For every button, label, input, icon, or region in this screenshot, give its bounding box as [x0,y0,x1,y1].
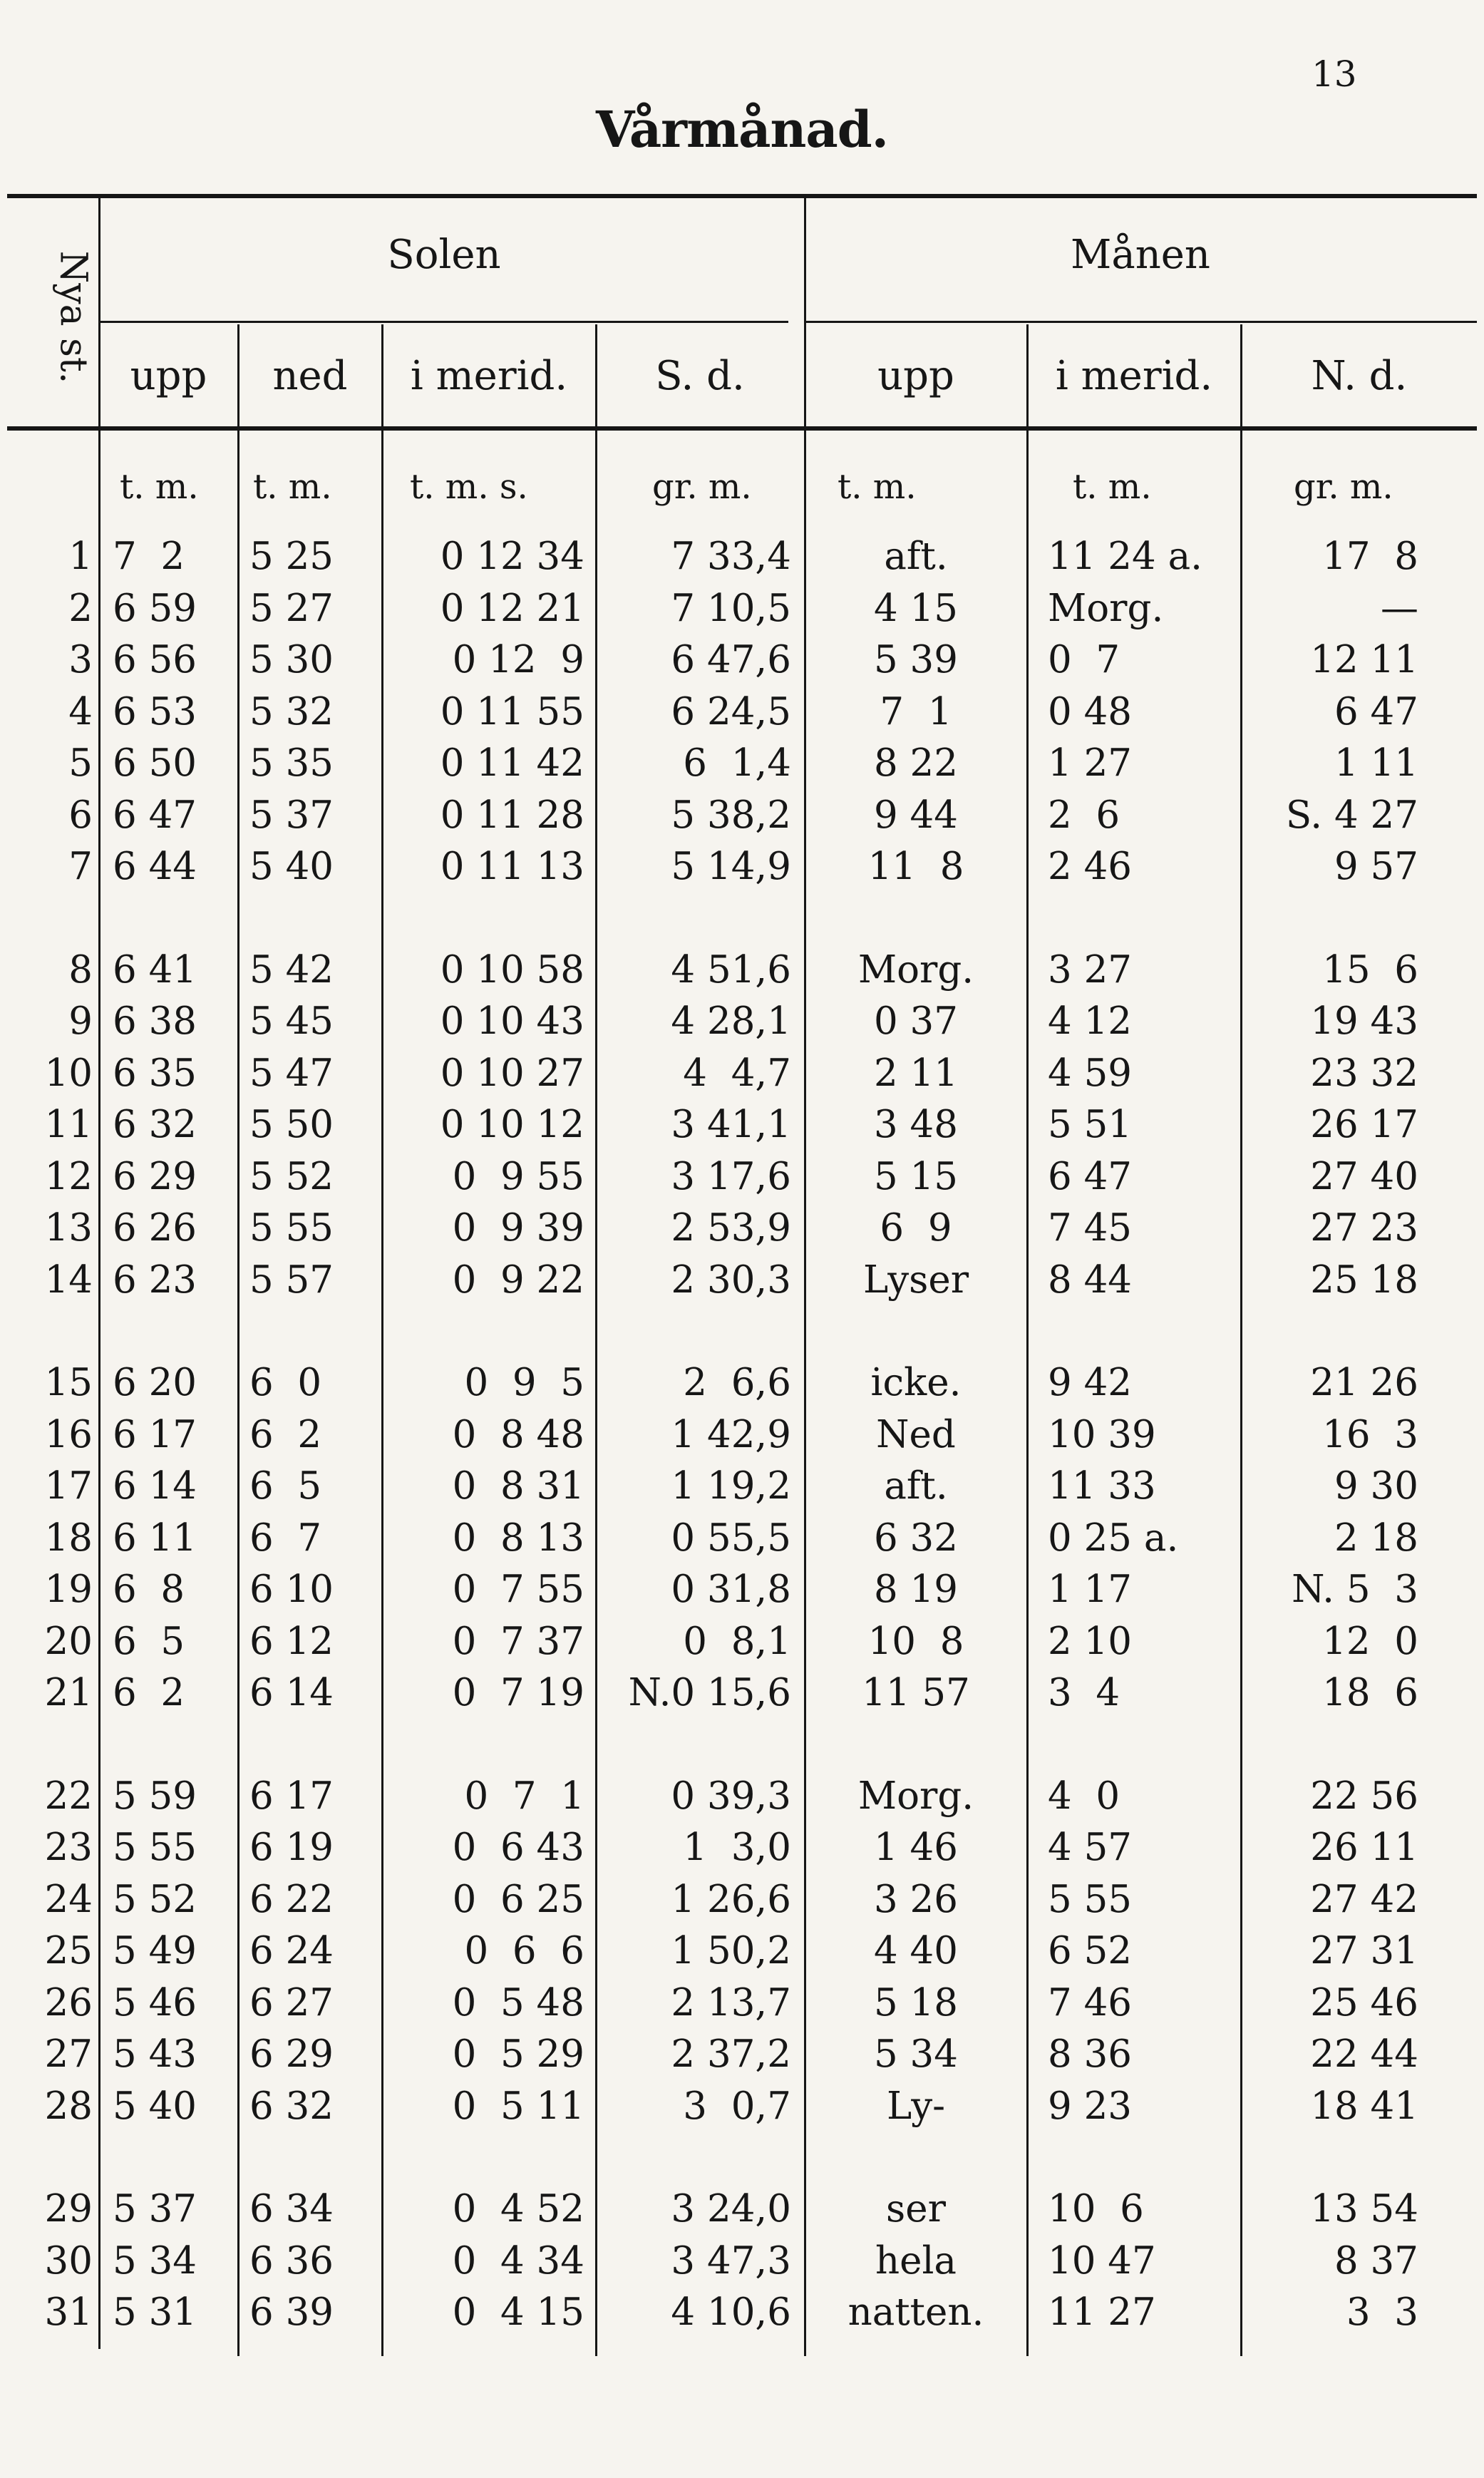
sun-set: 5 45 [249,999,334,1043]
sun-set: 6 27 [249,1980,334,2025]
moon-rise: natten. [847,2291,984,2334]
sun-set: 6 10 [249,1568,334,1611]
sun-set: 5 50 [249,1103,334,1146]
moon-declination: 9 57 [1334,845,1418,888]
sun-set: 5 40 [249,845,334,888]
moon-meridian: Morg. [1048,586,1164,630]
sun-set: 6 24 [249,1929,334,1973]
day-number: 31 [44,2291,93,2334]
sun-set: 5 52 [249,1154,334,1198]
sun-declination: 6 47,6 [671,638,791,682]
table-row [0,2081,1484,2132]
moon-declination: 18 6 [1322,1671,1418,1714]
table-row [0,1099,1484,1151]
sun-declination: 0 55,5 [671,1516,791,1560]
sun-meridian: 0 7 19 [452,1671,584,1714]
table-row [0,1616,1484,1667]
moon-rise: Ned [876,1412,956,1456]
sun-rise: 6 56 [113,638,197,682]
day-number: 14 [44,1258,93,1302]
moon-meridian: 8 44 [1048,1258,1133,1302]
sun-set: 6 2 [249,1412,322,1456]
sun-rise: 6 11 [113,1516,197,1560]
moon-meridian: 6 52 [1048,1929,1133,1973]
moon-rise: Morg. [857,1774,974,1818]
day-number: 24 [44,1877,93,1921]
table-row [0,1822,1484,1873]
sun-rise: 6 38 [113,999,197,1043]
sun-rise: 6 8 [113,1568,185,1611]
units-sun-decl: gr. m. [652,467,752,507]
day-number: 1 [68,535,93,578]
sun-declination: 0 31,8 [671,1568,791,1611]
moon-declination: 27 42 [1310,1877,1418,1921]
moon-rise: 11 8 [867,845,964,888]
sun-set: 5 57 [249,1258,334,1302]
moon-meridian: 11 33 [1048,1464,1156,1508]
moon-meridian: 1 17 [1048,1568,1133,1611]
table-row [0,531,1484,582]
sun-meridian: 0 6 43 [452,1826,584,1869]
moon-meridian: 10 39 [1048,1412,1156,1456]
day-number: 5 [68,741,93,785]
sun-rise: 6 23 [113,1258,197,1302]
moon-rise: 5 39 [873,638,958,682]
sun-rise: 6 29 [113,1154,197,1198]
moon-declination: 19 43 [1310,999,1418,1043]
sun-meridian: 0 4 52 [452,2187,584,2231]
moon-meridian: 4 59 [1048,1051,1133,1095]
moon-rise: Ly- [886,2084,946,2128]
day-number: 23 [44,1826,93,1869]
moon-declination: 27 23 [1310,1206,1418,1250]
sun-rise: 6 53 [113,689,197,734]
moon-meridian: 10 6 [1048,2187,1144,2231]
moon-declination: 25 46 [1310,1980,1418,2025]
sun-rise: 6 14 [113,1464,197,1508]
moon-meridian: 4 12 [1048,999,1133,1043]
table-row [0,1978,1484,2029]
sun-declination: 4 10,6 [671,2291,791,2334]
sun-set: 6 12 [249,1619,334,1663]
moon-meridian: 4 0 [1048,1774,1120,1818]
sun-set: 5 35 [249,741,334,785]
sun-declination: 4 4,7 [683,1051,791,1095]
sun-meridian: 0 7 37 [452,1619,584,1663]
sun-meridian: 0 11 28 [440,793,584,837]
table-row [0,687,1484,738]
sun-set: 5 42 [249,947,334,992]
moon-meridian: 9 23 [1048,2084,1133,2128]
sun-meridian: 0 12 21 [440,586,584,630]
moon-declination: — [1381,586,1418,630]
sun-rise: 5 31 [113,2291,197,2334]
sun-set: 5 30 [249,638,334,682]
day-number: 27 [44,2032,93,2076]
moon-meridian: 4 57 [1048,1826,1133,1869]
table-row [0,1874,1484,1926]
sun-rise: 6 2 [113,1671,185,1714]
moon-meridian: 0 7 [1048,638,1120,682]
moon-meridian: 5 51 [1048,1103,1133,1146]
table-row [0,790,1484,841]
sun-decl-header: S. d. [655,353,745,399]
table-row [0,1771,1484,1822]
moon-declination: N. 5 3 [1292,1568,1418,1611]
moon-rise: 7 1 [880,689,952,734]
sun-merid-header: i merid. [410,353,568,399]
day-number: 11 [44,1103,93,1146]
moon-declination: 21 26 [1310,1361,1418,1404]
moon-meridian: 2 6 [1048,793,1120,837]
sun-meridian: 0 8 31 [452,1464,584,1508]
sun-meridian: 0 6 25 [452,1877,584,1921]
moon-rise: 6 9 [880,1206,952,1250]
moon-declination: 16 3 [1322,1412,1418,1456]
day-number: 22 [44,1774,93,1818]
day-number: 8 [68,947,93,992]
day-number: 4 [68,689,93,734]
moon-rise: hela [875,2238,957,2283]
table-row [0,996,1484,1047]
table-row [0,1461,1484,1512]
day-number: 26 [44,1980,93,2025]
sun-declination: 1 3,0 [683,1826,791,1869]
units-moon-merid: t. m. [1073,467,1152,507]
sun-meridian: 0 10 12 [440,1103,584,1146]
manen-header: Månen [1071,232,1210,278]
sun-meridian: 0 12 9 [452,638,584,682]
day-number: 20 [44,1619,93,1663]
moon-declination: 25 18 [1310,1258,1418,1302]
sun-meridian: 0 8 48 [452,1412,584,1456]
sun-set: 6 19 [249,1826,334,1869]
table-row [0,1564,1484,1615]
sun-declination: 3 47,3 [671,2238,791,2283]
moon-meridian: 6 47 [1048,1154,1133,1198]
sun-declination: 2 53,9 [671,1206,791,1250]
table-row [0,1203,1484,1254]
moon-merid-header: i merid. [1055,353,1213,399]
moon-rise: 8 22 [873,741,958,785]
table-row [0,1357,1484,1409]
sun-set: 5 37 [249,793,334,837]
sun-set: 6 0 [249,1361,322,1404]
sun-declination: 5 14,9 [671,845,791,888]
sun-set: 6 7 [249,1516,322,1560]
moon-declination: 26 11 [1310,1826,1418,1869]
table-row [0,2236,1484,2287]
moon-meridian: 9 42 [1048,1361,1133,1404]
sun-declination: 0 8,1 [683,1619,791,1663]
sun-set: 6 32 [249,2084,334,2128]
sun-meridian: 0 9 22 [452,1258,584,1302]
sun-declination: 2 37,2 [671,2032,791,2076]
table-row [0,1926,1484,1977]
table-row [0,2029,1484,2080]
sun-declination: 2 6,6 [683,1361,791,1404]
sun-declination: 1 50,2 [671,1929,791,1973]
sun-declination: 4 28,1 [671,999,791,1043]
moon-meridian: 5 55 [1048,1877,1133,1921]
table-row [0,1151,1484,1203]
moon-meridian: 0 25 a. [1048,1516,1179,1560]
day-number: 15 [44,1361,93,1404]
moon-meridian: 2 10 [1048,1619,1133,1663]
moon-declination: 3 3 [1346,2291,1418,2334]
moon-rise: 3 26 [873,1877,958,1921]
sun-declination: 3 24,0 [671,2187,791,2231]
units-sun-ned: t. m. [253,467,332,507]
table-row [0,1255,1484,1306]
moon-meridian: 11 24 a. [1048,535,1203,578]
moon-declination: 2 18 [1334,1516,1418,1560]
day-number: 6 [68,793,93,837]
sun-set: 6 5 [249,1464,322,1508]
sun-meridian: 0 7 1 [464,1774,584,1818]
page-number: 13 [1312,53,1357,95]
moon-meridian: 10 47 [1048,2238,1156,2283]
units-moon-decl: gr. m. [1294,467,1393,507]
sun-set: 6 29 [249,2032,334,2076]
sun-declination: 6 1,4 [683,741,791,785]
sun-set: 5 25 [249,535,334,578]
table-row [0,583,1484,634]
moon-meridian: 2 46 [1048,845,1133,888]
sun-meridian: 0 9 39 [452,1206,584,1250]
sun-rise: 6 17 [113,1412,197,1456]
sun-rise: 6 59 [113,586,197,630]
day-number: 7 [68,845,93,888]
moon-declination: 22 44 [1310,2032,1418,2076]
sun-declination: 7 33,4 [671,535,791,578]
sun-set: 5 55 [249,1206,334,1250]
sun-declination: 4 51,6 [671,947,791,992]
moon-declination: 1 11 [1334,741,1418,785]
sun-rise: 6 44 [113,845,197,888]
sun-set: 6 39 [249,2291,334,2334]
sun-declination: 7 10,5 [671,586,791,630]
sun-rise: 6 5 [113,1619,185,1663]
sun-meridian: 0 11 13 [440,845,584,888]
moon-declination: 15 6 [1322,947,1418,992]
sun-rise: 6 26 [113,1206,197,1250]
sun-rise: 5 43 [113,2032,197,2076]
day-number: 17 [44,1464,93,1508]
sun-rise: 5 52 [113,1877,197,1921]
table-row [0,738,1484,789]
sun-declination: 3 0,7 [683,2084,791,2128]
moon-meridian: 8 36 [1048,2032,1133,2076]
sun-ned-header: ned [272,353,348,399]
units-moon-upp: t. m. [838,467,917,507]
solen-header: Solen [387,232,501,278]
day-number: 30 [44,2238,93,2283]
sun-set: 6 14 [249,1671,334,1714]
moon-rise: 5 34 [873,2032,958,2076]
table-row [0,1048,1484,1099]
sun-meridian: 0 12 34 [440,535,584,578]
sun-rise: 6 41 [113,947,197,992]
moon-declination: 8 37 [1334,2238,1418,2283]
sun-meridian: 0 5 11 [452,2084,584,2128]
sun-rise: 6 35 [113,1051,197,1095]
day-number: 13 [44,1206,93,1250]
sun-meridian: 0 4 15 [452,2291,584,2334]
sun-declination: 5 38,2 [671,793,791,837]
sun-meridian: 0 9 55 [452,1154,584,1198]
moon-rise: icke. [870,1361,962,1404]
sun-set: 5 32 [249,689,334,734]
day-number: 10 [44,1051,93,1095]
moon-rise: 3 48 [873,1103,958,1146]
sun-declination: 0 39,3 [671,1774,791,1818]
table-row [0,634,1484,686]
moon-rise: 2 11 [873,1051,958,1095]
sun-declination: 2 13,7 [671,1980,791,2025]
day-number: 19 [44,1568,93,1611]
sun-rise: 5 40 [113,2084,197,2128]
sun-meridian: 0 5 29 [452,2032,584,2076]
moon-meridian: 11 27 [1048,2291,1156,2334]
moon-rise: aft. [884,1464,948,1508]
moon-declination: 27 31 [1310,1929,1418,1973]
moon-rise: 10 8 [867,1619,964,1663]
sun-declination: 1 19,2 [671,1464,791,1508]
sun-declination: 2 30,3 [671,1258,791,1302]
sun-rise: 5 49 [113,1929,197,1973]
day-number: 16 [44,1412,93,1456]
moon-rise: 4 15 [873,586,958,630]
sun-declination: 1 42,9 [671,1412,791,1456]
moon-declination: 23 32 [1310,1051,1418,1095]
moon-rise: 9 44 [873,793,958,837]
nya-st-header: Nya st. [51,250,94,384]
sun-rise: 5 37 [113,2187,197,2231]
moon-rise: 4 40 [873,1929,958,1973]
moon-rise: aft. [884,535,948,578]
moon-rise: Lyser [862,1258,969,1302]
moon-rise: ser [886,2187,946,2231]
sun-set: 6 22 [249,1877,334,1921]
sun-meridian: 0 4 34 [452,2238,584,2283]
day-number: 18 [44,1516,93,1560]
sun-meridian: 0 6 6 [464,1929,584,1973]
units-sun-merid: t. m. s. [410,467,528,507]
sun-meridian: 0 9 5 [464,1361,584,1404]
sun-set: 6 34 [249,2187,334,2231]
moon-meridian: 7 45 [1048,1206,1133,1250]
sun-meridian: 0 7 55 [452,1568,584,1611]
sun-set: 5 27 [249,586,334,630]
moon-declination: 27 40 [1310,1154,1418,1198]
table-row [0,2184,1484,2235]
moon-declination: 17 8 [1322,535,1418,578]
moon-declination: 22 56 [1310,1774,1418,1818]
day-number: 29 [44,2187,93,2231]
sun-declination: N.0 15,6 [628,1671,791,1714]
moon-upp-header: upp [877,353,954,399]
moon-rise: 8 19 [873,1568,958,1611]
table-row [0,841,1484,893]
sun-rise: 6 20 [113,1361,197,1404]
day-number: 28 [44,2084,93,2128]
sun-rise: 6 32 [113,1103,197,1146]
moon-meridian: 1 27 [1048,741,1133,785]
moon-meridian: 3 27 [1048,947,1133,992]
moon-declination: 6 47 [1334,689,1418,734]
sun-meridian: 0 11 42 [440,741,584,785]
moon-declination: S. 4 27 [1285,793,1418,837]
units-sun-upp: t. m. [120,467,199,507]
moon-decl-header: N. d. [1311,353,1408,399]
sun-upp-header: upp [130,353,207,399]
sun-declination: 3 17,6 [671,1154,791,1198]
sun-rise: 5 34 [113,2238,197,2283]
sun-meridian: 0 5 48 [452,1980,584,2025]
moon-rise: Morg. [857,947,974,992]
moon-declination: 12 11 [1310,638,1418,682]
sun-declination: 6 24,5 [671,689,791,734]
moon-rise: 11 57 [862,1671,970,1714]
sun-rise: 5 46 [113,1980,197,2025]
moon-meridian: 3 4 [1048,1671,1120,1714]
moon-rise: 1 46 [873,1826,958,1869]
day-number: 3 [68,638,93,682]
moon-rise: 0 37 [873,999,958,1043]
day-number: 25 [44,1929,93,1973]
sun-rise: 6 50 [113,741,197,785]
day-number: 9 [68,999,93,1043]
sun-set: 6 17 [249,1774,334,1818]
sun-rise: 7 2 [113,535,185,578]
moon-rise: 5 15 [873,1154,958,1198]
table-row [0,1667,1484,1719]
table-row [0,945,1484,996]
moon-declination: 26 17 [1310,1103,1418,1146]
moon-declination: 9 30 [1334,1464,1418,1508]
day-number: 2 [68,586,93,630]
table-row [0,1409,1484,1461]
sun-meridian: 0 10 43 [440,999,584,1043]
day-number: 21 [44,1671,93,1714]
sun-meridian: 0 11 55 [440,689,584,734]
sun-meridian: 0 8 13 [452,1516,584,1560]
sun-declination: 1 26,6 [671,1877,791,1921]
sun-rise: 5 55 [113,1826,197,1869]
moon-rise: 5 18 [873,1980,958,2025]
sun-set: 6 36 [249,2238,334,2283]
moon-meridian: 7 46 [1048,1980,1133,2025]
moon-declination: 13 54 [1310,2187,1418,2231]
table-row [0,1513,1484,1564]
page-title: Vårmånad. [595,100,889,159]
sun-declination: 3 41,1 [671,1103,791,1146]
sun-rise: 6 47 [113,793,197,837]
table-row [0,2287,1484,2338]
sun-meridian: 0 10 58 [440,947,584,992]
sun-set: 5 47 [249,1051,334,1095]
moon-declination: 12 0 [1322,1619,1418,1663]
sun-rise: 5 59 [113,1774,197,1818]
day-number: 12 [44,1154,93,1198]
sun-meridian: 0 10 27 [440,1051,584,1095]
moon-declination: 18 41 [1310,2084,1418,2128]
moon-rise: 6 32 [873,1516,958,1560]
moon-meridian: 0 48 [1048,689,1133,734]
